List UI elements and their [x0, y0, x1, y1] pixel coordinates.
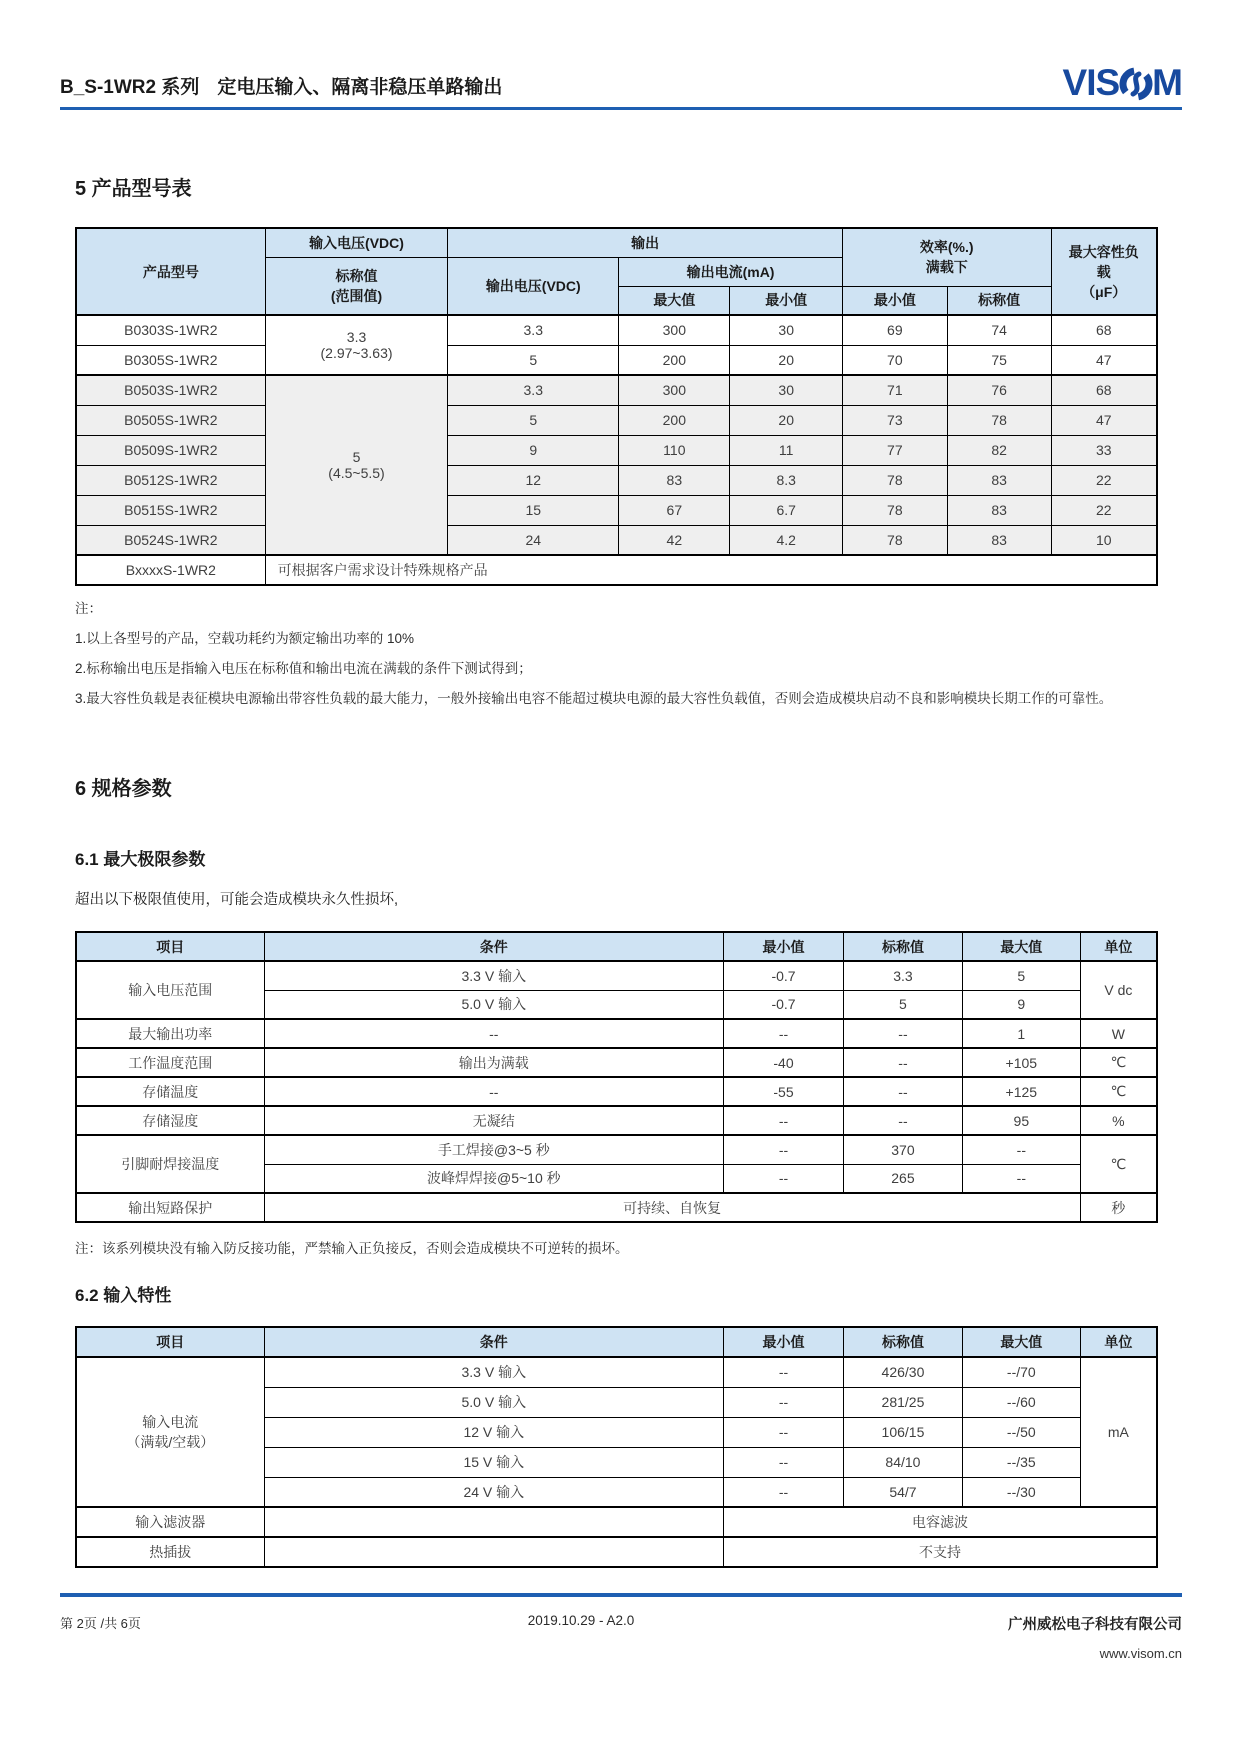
cell-custom-note: 可根据客户需求设计特殊规格产品	[265, 555, 1157, 585]
cell-item: 引脚耐焊接温度	[76, 1135, 264, 1193]
col-iout: 输出电流(mA)	[619, 257, 843, 286]
cell-model: BxxxxS-1WR2	[76, 555, 265, 585]
cell-iout-max: 110	[619, 435, 730, 465]
col-model: 产品型号	[76, 228, 265, 315]
cell-cap: 47	[1051, 345, 1157, 375]
col-vin-nominal-line2: (范围值)	[330, 287, 383, 304]
company-website: www.visom.cn	[1099, 1646, 1182, 1661]
section6-heading: 6 规格参数	[75, 778, 172, 800]
table-row	[76, 405, 1157, 435]
cell-min: -0.7	[724, 961, 844, 990]
col-condition: 条件	[264, 932, 723, 961]
cell-eff-min: 78	[842, 495, 947, 525]
cell-eff-typ: 83	[947, 495, 1051, 525]
table-row-custom	[76, 555, 1157, 585]
cell-model: B0509S-1WR2	[76, 435, 265, 465]
col-condition: 条件	[264, 1327, 723, 1357]
cell-iout-min: 20	[730, 405, 842, 435]
cell-typ: 84/10	[844, 1447, 963, 1477]
cell-eff-typ: 75	[947, 345, 1051, 375]
col-max-cap-load-line1: 最大容性负载	[1068, 243, 1139, 280]
col-max: 最大值	[962, 932, 1080, 961]
cell-unit: %	[1080, 1106, 1157, 1135]
cell-eff-min: 78	[842, 465, 947, 495]
cell-condition-empty	[264, 1537, 723, 1567]
cell-cap: 68	[1051, 315, 1157, 345]
cell-eff-typ: 76	[947, 375, 1051, 405]
cell-model: B0524S-1WR2	[76, 525, 265, 555]
doc-version: 2019.10.29 - A2.0	[527, 1613, 635, 1628]
cell-eff-typ: 74	[947, 315, 1051, 345]
cell-condition: 3.3 V 输入	[264, 1357, 723, 1387]
cell-eff-typ: 83	[947, 525, 1051, 555]
input-current-line2: （满载/空载）	[126, 1434, 215, 1450]
cell-iout-min: 20	[730, 345, 842, 375]
cell-iout-max: 200	[619, 345, 730, 375]
page-content	[75, 0, 1158, 1754]
cell-vin-group-5	[265, 375, 448, 555]
table-row	[76, 465, 1157, 495]
section61-intro: 超出以下极限值使用，可能会造成模块永久性损坏,	[75, 892, 399, 908]
cell-vout: 3.3	[448, 315, 619, 345]
cell-condition: --	[264, 1077, 723, 1106]
page-footer	[60, 1593, 1182, 1661]
vin-range: (4.5~5.5)	[328, 465, 385, 481]
note-2: 2.标称输出电压是指输入电压在标称值和输出电流在满载的条件下测试得到；	[75, 661, 532, 676]
cell-vout: 24	[448, 525, 619, 555]
cell-eff-min: 77	[842, 435, 947, 465]
cell-vout: 3.3	[448, 375, 619, 405]
cell-max: +125	[962, 1077, 1080, 1106]
table-row	[76, 1019, 1157, 1048]
cell-max: 95	[962, 1106, 1080, 1135]
vin-range: (2.97~3.63)	[320, 345, 393, 361]
cell-min: --	[724, 1106, 844, 1135]
col-max-cap-load	[1051, 228, 1157, 315]
cell-typ: --	[844, 1048, 963, 1077]
table-row	[76, 1193, 1157, 1222]
cell-iout-min: 11	[730, 435, 842, 465]
cell-typ: --	[844, 1019, 963, 1048]
table-row	[76, 1048, 1157, 1077]
cell-eff-min: 78	[842, 525, 947, 555]
col-efficiency-line2: 满载下	[925, 259, 968, 276]
cell-condition: 手工焊接@3~5 秒	[264, 1135, 723, 1164]
cell-condition: 输出为满载	[264, 1048, 723, 1077]
cell-unit: ℃	[1080, 1135, 1157, 1193]
cell-vout: 9	[448, 435, 619, 465]
cell-min: --	[724, 1135, 844, 1164]
col-min: 最小值	[724, 932, 844, 961]
cell-item: 输出短路保护	[76, 1193, 264, 1222]
cell-cap: 68	[1051, 375, 1157, 405]
cell-condition: 5.0 V 输入	[264, 1387, 723, 1417]
col-typ: 标称值	[844, 1327, 963, 1357]
cell-max: --/50	[962, 1417, 1080, 1447]
col-eff-typ: 标称值	[947, 286, 1051, 315]
logo-text-vis: VIS	[1062, 62, 1120, 103]
col-iout-max: 最大值	[619, 286, 730, 315]
cell-condition: 24 V 输入	[264, 1477, 723, 1507]
cell-condition: 15 V 输入	[264, 1447, 723, 1477]
cell-item: 存储温度	[76, 1077, 264, 1106]
cell-unit: mA	[1080, 1357, 1157, 1507]
cell-unit: ℃	[1080, 1048, 1157, 1077]
cell-cap: 47	[1051, 405, 1157, 435]
cell-condition: 12 V 输入	[264, 1417, 723, 1447]
cell-max: --	[962, 1164, 1080, 1193]
cell-cap: 33	[1051, 435, 1157, 465]
note-1: 1.以上各型号的产品，空载功耗约为额定输出功率的 10%	[75, 631, 415, 646]
cell-iout-max: 42	[619, 525, 730, 555]
col-vin-nominal	[265, 257, 448, 315]
cell-eff-typ: 83	[947, 465, 1051, 495]
cell-vin-group-33	[265, 315, 448, 375]
table-row	[76, 1357, 1157, 1387]
cell-item: 工作温度范围	[76, 1048, 264, 1077]
col-output: 输出	[448, 228, 843, 257]
col-unit: 单位	[1080, 932, 1157, 961]
cell-eff-min: 69	[842, 315, 947, 345]
cell-iout-max: 83	[619, 465, 730, 495]
cell-item-input-current	[76, 1357, 264, 1507]
cell-unit: 秒	[1080, 1193, 1157, 1222]
cell-model: B0503S-1WR2	[76, 375, 265, 405]
cell-iout-max: 300	[619, 315, 730, 345]
col-iout-min: 最小值	[730, 286, 842, 315]
cell-max: --	[962, 1135, 1080, 1164]
cell-min: --	[724, 1357, 844, 1387]
cell-max: --/35	[962, 1447, 1080, 1477]
cell-max: --/70	[962, 1357, 1080, 1387]
cell-condition: 无凝结	[264, 1106, 723, 1135]
cell-min: -0.7	[724, 990, 844, 1019]
cell-min: --	[724, 1164, 844, 1193]
cell-max: --/30	[962, 1477, 1080, 1507]
cell-cap: 22	[1051, 465, 1157, 495]
table-row	[76, 1135, 1157, 1164]
col-min: 最小值	[724, 1327, 844, 1357]
cell-cap: 10	[1051, 525, 1157, 555]
cell-max: 1	[962, 1019, 1080, 1048]
cell-typ: --	[844, 1106, 963, 1135]
cell-max: --/60	[962, 1387, 1080, 1417]
cell-eff-typ: 78	[947, 405, 1051, 435]
cell-typ: 106/15	[844, 1417, 963, 1447]
cell-eff-typ: 82	[947, 435, 1051, 465]
cell-vout: 15	[448, 495, 619, 525]
cell-iout-min: 8.3	[730, 465, 842, 495]
cell-item: 输入电压范围	[76, 961, 264, 1019]
col-item: 项目	[76, 932, 264, 961]
cell-unit: W	[1080, 1019, 1157, 1048]
cell-model: B0505S-1WR2	[76, 405, 265, 435]
note-3: 3.最大容性负载是表征模块电源输出带容性负载的最大能力，一般外接输出电容不能超过模块电源的最大容性负载值，否则会造成模块启动不良和影响模块长期工作的可靠性。	[75, 691, 1113, 706]
section61-note: 注：该系列模块没有输入防反接功能，严禁输入正负接反，否则会造成模块不可逆转的损坏。	[75, 1241, 629, 1256]
cell-max: 9	[962, 990, 1080, 1019]
cell-item: 存储湿度	[76, 1106, 264, 1135]
cell-vout: 5	[448, 345, 619, 375]
cell-typ: 281/25	[844, 1387, 963, 1417]
series-name: B_S-1WR2 系列	[60, 77, 200, 98]
cell-min: --	[724, 1387, 844, 1417]
table-row	[76, 1537, 1157, 1567]
cell-condition: 5.0 V 输入	[264, 990, 723, 1019]
cell-condition: --	[264, 1019, 723, 1048]
table-row	[76, 1507, 1157, 1537]
cell-iout-min: 4.2	[730, 525, 842, 555]
cell-iout-min: 30	[730, 315, 842, 345]
cell-unit: ℃	[1080, 1077, 1157, 1106]
cell-iout-max: 300	[619, 375, 730, 405]
cell-typ: 370	[844, 1135, 963, 1164]
cell-item: 热插拔	[76, 1537, 264, 1567]
vin-nominal: 3.3	[346, 329, 367, 345]
table-row	[76, 345, 1157, 375]
cell-min: -55	[724, 1077, 844, 1106]
input-characteristics-table	[75, 1326, 1158, 1568]
cell-hotswap-value: 不支持	[724, 1537, 1157, 1567]
table-row	[76, 375, 1157, 405]
col-vin-nominal-line1: 标称值	[335, 267, 378, 284]
cell-unit: V dc	[1080, 961, 1157, 1019]
cell-vout: 5	[448, 405, 619, 435]
cell-min: -40	[724, 1048, 844, 1077]
section5-heading: 5 产品型号表	[75, 178, 192, 200]
cell-min: --	[724, 1019, 844, 1048]
col-max-cap-load-line2: （μF）	[1081, 283, 1127, 300]
cell-typ: 265	[844, 1164, 963, 1193]
cell-iout-min: 6.7	[730, 495, 842, 525]
cell-model: B0512S-1WR2	[76, 465, 265, 495]
cell-model: B0305S-1WR2	[76, 345, 265, 375]
cell-typ: 5	[844, 990, 963, 1019]
section61-heading: 6.1 最大极限参数	[75, 850, 206, 869]
col-item: 项目	[76, 1327, 264, 1357]
cell-condition-empty	[264, 1507, 723, 1537]
cell-typ: 426/30	[844, 1357, 963, 1387]
col-efficiency	[842, 228, 1051, 286]
section5-notes	[75, 598, 1158, 718]
vin-nominal: 5	[352, 449, 361, 465]
table-row	[76, 315, 1157, 345]
col-efficiency-line1: 效率(%.)	[919, 239, 974, 256]
cell-eff-min: 71	[842, 375, 947, 405]
section62-heading: 6.2 输入特性	[75, 1286, 172, 1305]
table-row	[76, 961, 1157, 990]
cell-model: B0515S-1WR2	[76, 495, 265, 525]
col-max: 最大值	[962, 1327, 1080, 1357]
cell-iout-min: 30	[730, 375, 842, 405]
cell-min: --	[724, 1477, 844, 1507]
cell-model: B0303S-1WR2	[76, 315, 265, 345]
table-row	[76, 1077, 1157, 1106]
series-subtitle: 定电压输入、隔离非稳压单路输出	[217, 77, 503, 98]
cell-max: 5	[962, 961, 1080, 990]
cell-min: --	[724, 1417, 844, 1447]
col-unit: 单位	[1080, 1327, 1157, 1357]
table-row	[76, 435, 1157, 465]
cell-condition: 3.3 V 输入	[264, 961, 723, 990]
table-row	[76, 1106, 1157, 1135]
cell-item: 输入滤波器	[76, 1507, 264, 1537]
table-row	[76, 525, 1157, 555]
col-vout: 输出电压(VDC)	[448, 257, 619, 315]
table-row	[76, 495, 1157, 525]
cell-iout-max: 67	[619, 495, 730, 525]
cell-condition: 波峰焊焊接@5~10 秒	[264, 1164, 723, 1193]
cell-cap: 22	[1051, 495, 1157, 525]
cell-filter-value: 电容滤波	[724, 1507, 1157, 1537]
cell-typ: 3.3	[844, 961, 963, 990]
notes-label: 注：	[75, 601, 102, 616]
footer-company-block	[882, 1613, 1182, 1661]
company-name: 广州威松电子科技有限公司	[1008, 1617, 1182, 1633]
cell-typ: 54/7	[844, 1477, 963, 1507]
logo-text-m: M	[1152, 62, 1182, 103]
cell-typ: --	[844, 1077, 963, 1106]
cell-max: +105	[962, 1048, 1080, 1077]
col-typ: 标称值	[844, 932, 963, 961]
model-table	[75, 227, 1158, 586]
col-eff-min: 最小值	[842, 286, 947, 315]
cell-short-value: 可持续、自恢复	[264, 1193, 1080, 1222]
cell-eff-min: 70	[842, 345, 947, 375]
cell-item: 最大输出功率	[76, 1019, 264, 1048]
input-current-line1: 输入电流	[142, 1414, 199, 1430]
page-number: 第 2页 /共 6页	[60, 1616, 141, 1631]
cell-min: --	[724, 1447, 844, 1477]
cell-iout-max: 200	[619, 405, 730, 435]
cell-vout: 12	[448, 465, 619, 495]
cell-eff-min: 73	[842, 405, 947, 435]
col-vin: 输入电压(VDC)	[265, 228, 448, 257]
max-limits-table	[75, 931, 1158, 1223]
